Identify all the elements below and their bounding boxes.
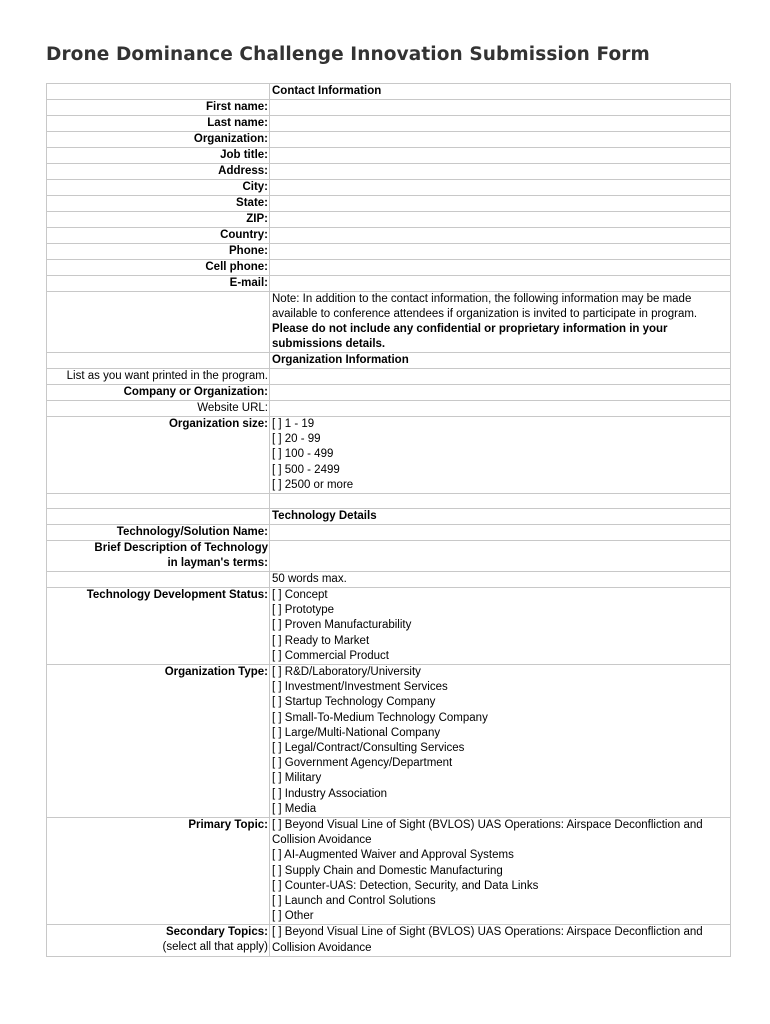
- field-label: Technology/Solution Name:: [47, 525, 270, 541]
- form-row-first-name: [47, 100, 731, 116]
- form-row-phone: [47, 244, 731, 260]
- contact-header-row: [47, 84, 731, 100]
- form-row-secondary-topics: [47, 925, 731, 956]
- dev-status-options: [270, 588, 731, 665]
- last-name-field[interactable]: [270, 116, 731, 132]
- field-label: Company or Organization:: [47, 385, 270, 401]
- field-label: Organization:: [47, 132, 270, 148]
- first-name-field[interactable]: [270, 100, 731, 116]
- checkbox-option[interactable]: [ ] R&D/Laboratory/University: [272, 666, 421, 679]
- field-label: Phone:: [47, 244, 270, 260]
- field-label: Organization size:: [47, 417, 270, 494]
- checkbox-option[interactable]: [ ] Beyond Visual Line of Sight (BVLOS) UAS Operations: Airspace Deconfliction and Collision Avoidance: [272, 926, 703, 954]
- checkbox-option[interactable]: [ ] Prototype: [272, 604, 335, 617]
- spacer-row: [47, 494, 731, 509]
- secondary-hint: (select all that apply): [162, 941, 268, 954]
- job-title-field[interactable]: [270, 148, 731, 164]
- field-label: ZIP:: [47, 212, 270, 228]
- org-size-options: [270, 417, 731, 494]
- checkbox-option[interactable]: [ ] Commercial Product: [272, 649, 389, 662]
- form-row-cell-phone: [47, 260, 731, 276]
- note-row: [47, 292, 731, 353]
- word-limit-hint: 50 words max.: [270, 572, 731, 588]
- checkbox-option[interactable]: [ ] Small-To-Medium Technology Company: [272, 711, 488, 724]
- checkbox-option[interactable]: [ ] Supply Chain and Domestic Manufacturing: [272, 864, 503, 877]
- tech-name-field[interactable]: [270, 525, 731, 541]
- checkbox-option[interactable]: [ ] 2500 or more: [272, 478, 354, 491]
- form-row-zip: [47, 212, 731, 228]
- checkbox-option[interactable]: [ ] AI-Augmented Waiver and Approval Systems: [272, 849, 514, 862]
- checkbox-option[interactable]: [ ] Media: [272, 802, 317, 815]
- form-row-tech-name: [47, 525, 731, 541]
- print-hint-row: [47, 369, 731, 385]
- checkbox-option[interactable]: [ ] Military: [272, 772, 322, 785]
- checkbox-option[interactable]: [ ] Investment/Investment Services: [272, 681, 448, 694]
- field-label: Website URL:: [47, 401, 270, 417]
- form-row-state: [47, 196, 731, 212]
- print-hint: List as you want printed in the program.: [47, 369, 270, 385]
- checkbox-option[interactable]: [ ] Industry Association: [272, 787, 388, 800]
- checkbox-option[interactable]: [ ] Launch and Control Solutions: [272, 895, 436, 908]
- submission-form-table: [46, 83, 731, 957]
- checkbox-option[interactable]: [ ] Other: [272, 910, 314, 923]
- checkbox-option[interactable]: [ ] Ready to Market: [272, 634, 370, 647]
- checkbox-option[interactable]: [ ] Counter-UAS: Detection, Security, and Data Links: [272, 879, 539, 892]
- phone-field[interactable]: [270, 244, 731, 260]
- field-label: Primary Topic:: [47, 818, 270, 925]
- section-header-organization: Organization Information: [270, 353, 731, 369]
- field-label: Address:: [47, 164, 270, 180]
- checkbox-option[interactable]: [ ] Government Agency/Department: [272, 757, 453, 770]
- company-field[interactable]: [270, 385, 731, 401]
- checkbox-option[interactable]: [ ] 100 - 499: [272, 448, 334, 461]
- form-row-dev-status: [47, 588, 731, 665]
- form-row-tech-description: [47, 541, 731, 572]
- form-row-city: [47, 180, 731, 196]
- form-row-org-size: [47, 417, 731, 494]
- form-row-primary-topic: [47, 818, 731, 925]
- primary-topic-options: [270, 818, 731, 925]
- cell-phone-field[interactable]: [270, 260, 731, 276]
- field-label: Secondary Topics: (select all that apply): [47, 925, 270, 956]
- form-row-email: [47, 276, 731, 292]
- form-row-address: [47, 164, 731, 180]
- email-field[interactable]: [270, 276, 731, 292]
- checkbox-option[interactable]: [ ] 1 - 19: [272, 418, 315, 430]
- field-label: Technology Development Status:: [47, 588, 270, 665]
- state-field[interactable]: [270, 196, 731, 212]
- zip-field[interactable]: [270, 212, 731, 228]
- tech-description-field[interactable]: [270, 541, 731, 572]
- field-label: Brief Description of Technology in layman's terms:: [47, 541, 270, 572]
- field-label: Last name:: [47, 116, 270, 132]
- field-label: Organization Type:: [47, 665, 270, 818]
- note-text: Note: In addition to the contact information, the following information may be made available to conference attendees if organization is invited to participate in program.: [272, 293, 698, 320]
- form-row-company: [47, 385, 731, 401]
- org-type-options: [270, 665, 731, 818]
- checkbox-option[interactable]: [ ] 500 - 2499: [272, 463, 340, 476]
- city-field[interactable]: [270, 180, 731, 196]
- checkbox-option[interactable]: [ ] Proven Manufacturability: [272, 619, 412, 632]
- form-row-organization: [47, 132, 731, 148]
- address-field[interactable]: [270, 164, 731, 180]
- website-field[interactable]: [270, 401, 731, 417]
- form-row-last-name: [47, 116, 731, 132]
- checkbox-option[interactable]: [ ] Large/Multi-National Company: [272, 726, 441, 739]
- checkbox-option[interactable]: [ ] Beyond Visual Line of Sight (BVLOS) UAS Operations: Airspace Deconfliction and Collision Avoidance: [272, 819, 703, 847]
- form-row-country: [47, 228, 731, 244]
- note-warning: Please do not include any confidential or proprietary information in your submissions details.: [272, 323, 668, 350]
- form-row-job-title: [47, 148, 731, 164]
- form-row-website: [47, 401, 731, 417]
- field-label: State:: [47, 196, 270, 212]
- technology-header-row: [47, 509, 731, 525]
- checkbox-option[interactable]: [ ] Concept: [272, 589, 328, 602]
- field-label: E-mail:: [47, 276, 270, 292]
- form-row-org-type: [47, 665, 731, 818]
- field-label: Cell phone:: [47, 260, 270, 276]
- organization-header-row: [47, 353, 731, 369]
- page-title: Drone Dominance Challenge Innovation Submission Form: [46, 44, 650, 65]
- field-label: Country:: [47, 228, 270, 244]
- organization-field[interactable]: [270, 132, 731, 148]
- field-label: City:: [47, 180, 270, 196]
- disclosure-note: [270, 292, 731, 353]
- section-header-technology: Technology Details: [270, 509, 731, 525]
- checkbox-option[interactable]: [ ] Legal/Contract/Consulting Services: [272, 742, 465, 755]
- checkbox-option[interactable]: [ ] Startup Technology Company: [272, 696, 436, 709]
- section-header-contact: Contact Information: [270, 84, 731, 100]
- field-label: First name:: [47, 100, 270, 116]
- checkbox-option[interactable]: [ ] 20 - 99: [272, 433, 321, 446]
- secondary-topic-options: [270, 925, 731, 956]
- word-limit-row: [47, 572, 731, 588]
- country-field[interactable]: [270, 228, 731, 244]
- field-label: Job title:: [47, 148, 270, 164]
